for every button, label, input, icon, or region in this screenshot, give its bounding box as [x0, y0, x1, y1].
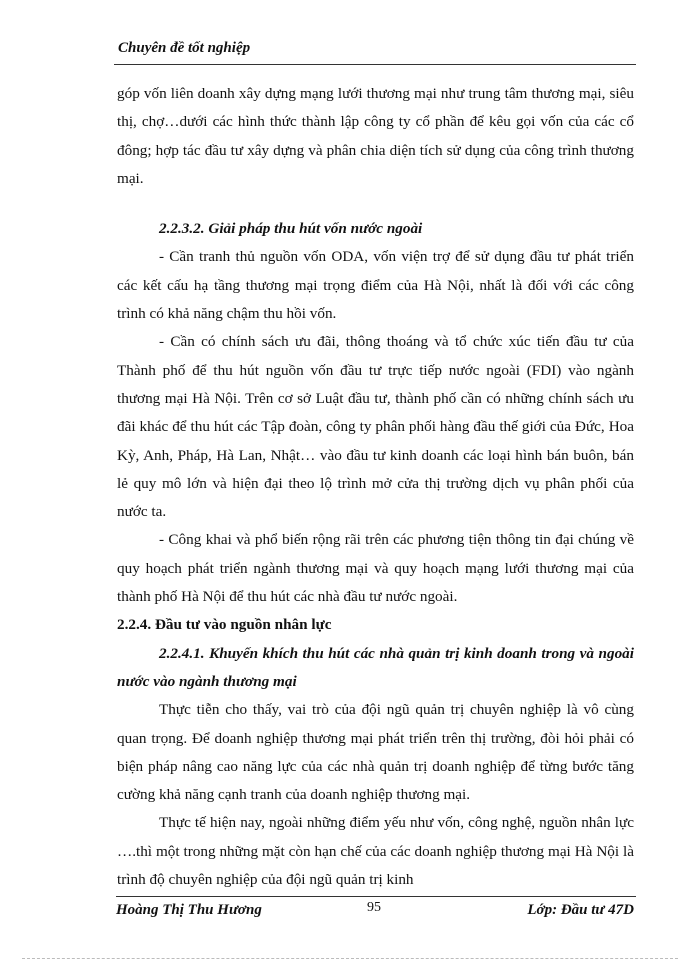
header-title: Chuyên đề tốt nghiệp	[118, 40, 251, 56]
paragraph-oda: - Cần tranh thủ nguồn vốn ODA, vốn viện trợ để sử dụng đầu tư phát triển các kết cấu hạ tầng thương mại trọng điểm của Hà Nội, nhất là đối với các công trình có khả năng chậm thu hồi vốn.	[117, 248, 634, 323]
paragraph-practice: Thực tiễn cho thấy, vai trò của đội ngũ quản trị chuyên nghiệp là vô cùng quan trọng. Để doanh nghiệp thương mại phát triển trên thị trường, đòi hỏi phải có biện pháp nâng cao năng lực của các nhà quản trị doanh nghiệp để từng bước tăng cường khả năng cạnh tranh của doanh nghiệp thương mại.	[117, 701, 634, 804]
footer-divider	[116, 896, 636, 897]
paragraph-continuation: góp vốn liên doanh xây dựng mạng lưới thương mại như trung tâm thương mại, siêu thị, chợ…dưới các hình thức thành lập công ty cổ phần để kêu gọi vốn của các cổ đông; hợp tác đầu tư xây dựng và phân chia diện tích sử dụng của công trình thương mại.	[117, 85, 634, 187]
heading-2-2-4-1: 2.2.4.1. Khuyến khích thu hút các nhà quản trị kinh doanh trong và ngoài nước vào ngành thương mại	[117, 644, 634, 690]
heading-2-2-3-2: 2.2.3.2. Giải pháp thu hút vốn nước ngoài	[159, 220, 423, 238]
header-divider	[114, 64, 636, 65]
paragraph-fdi: - Cần có chính sách ưu đãi, thông thoáng và tổ chức xúc tiến đầu tư của Thành phố để thu hút nguồn vốn đầu tư trực tiếp nước ngoài (FDI) vào ngành thương mại Hà Nội. Trên cơ sở Luật đầu tư, thành phố cần có những chính sách ưu đãi khác để thu hút các Tập đoàn, công ty phân phối hàng đầu thế giới của Đức, Hoa Kỳ, Anh, Pháp, Hà Lan, Nhật… vào đầu tư kinh doanh các loại hình bán buôn, bán lẻ quy mô lớn và hiện đại theo lộ trình mở cửa thị trường dịch vụ phân phối của nước ta.	[117, 333, 634, 521]
paragraph-reality: Thực tế hiện nay, ngoài những điểm yếu như vốn, công nghệ, nguồn nhân lực ….thì một trong những mặt còn hạn chế của các doanh nghiệp thương mại Hà Nội là trình độ chuyên nghiệp của đội ngũ quản trị kinh	[117, 814, 634, 889]
footer-class: Lớp: Đầu tư 47D	[527, 902, 634, 918]
heading-2-2-4: 2.2.4. Đầu tư vào nguồn nhân lực	[117, 616, 332, 634]
page-bottom-border	[22, 958, 678, 959]
document-body	[117, 80, 634, 894]
paragraph-publicity: - Công khai và phổ biến rộng rãi trên các phương tiện thông tin đại chúng về quy hoạch phát triển ngành thương mại và quy hoạch mạng lưới thương mại của thành phố Hà Nội để thu hút các nhà đầu tư nước ngoài.	[117, 531, 634, 606]
page-number: 95	[367, 900, 381, 915]
footer-author: Hoàng Thị Thu Hương	[116, 902, 262, 918]
